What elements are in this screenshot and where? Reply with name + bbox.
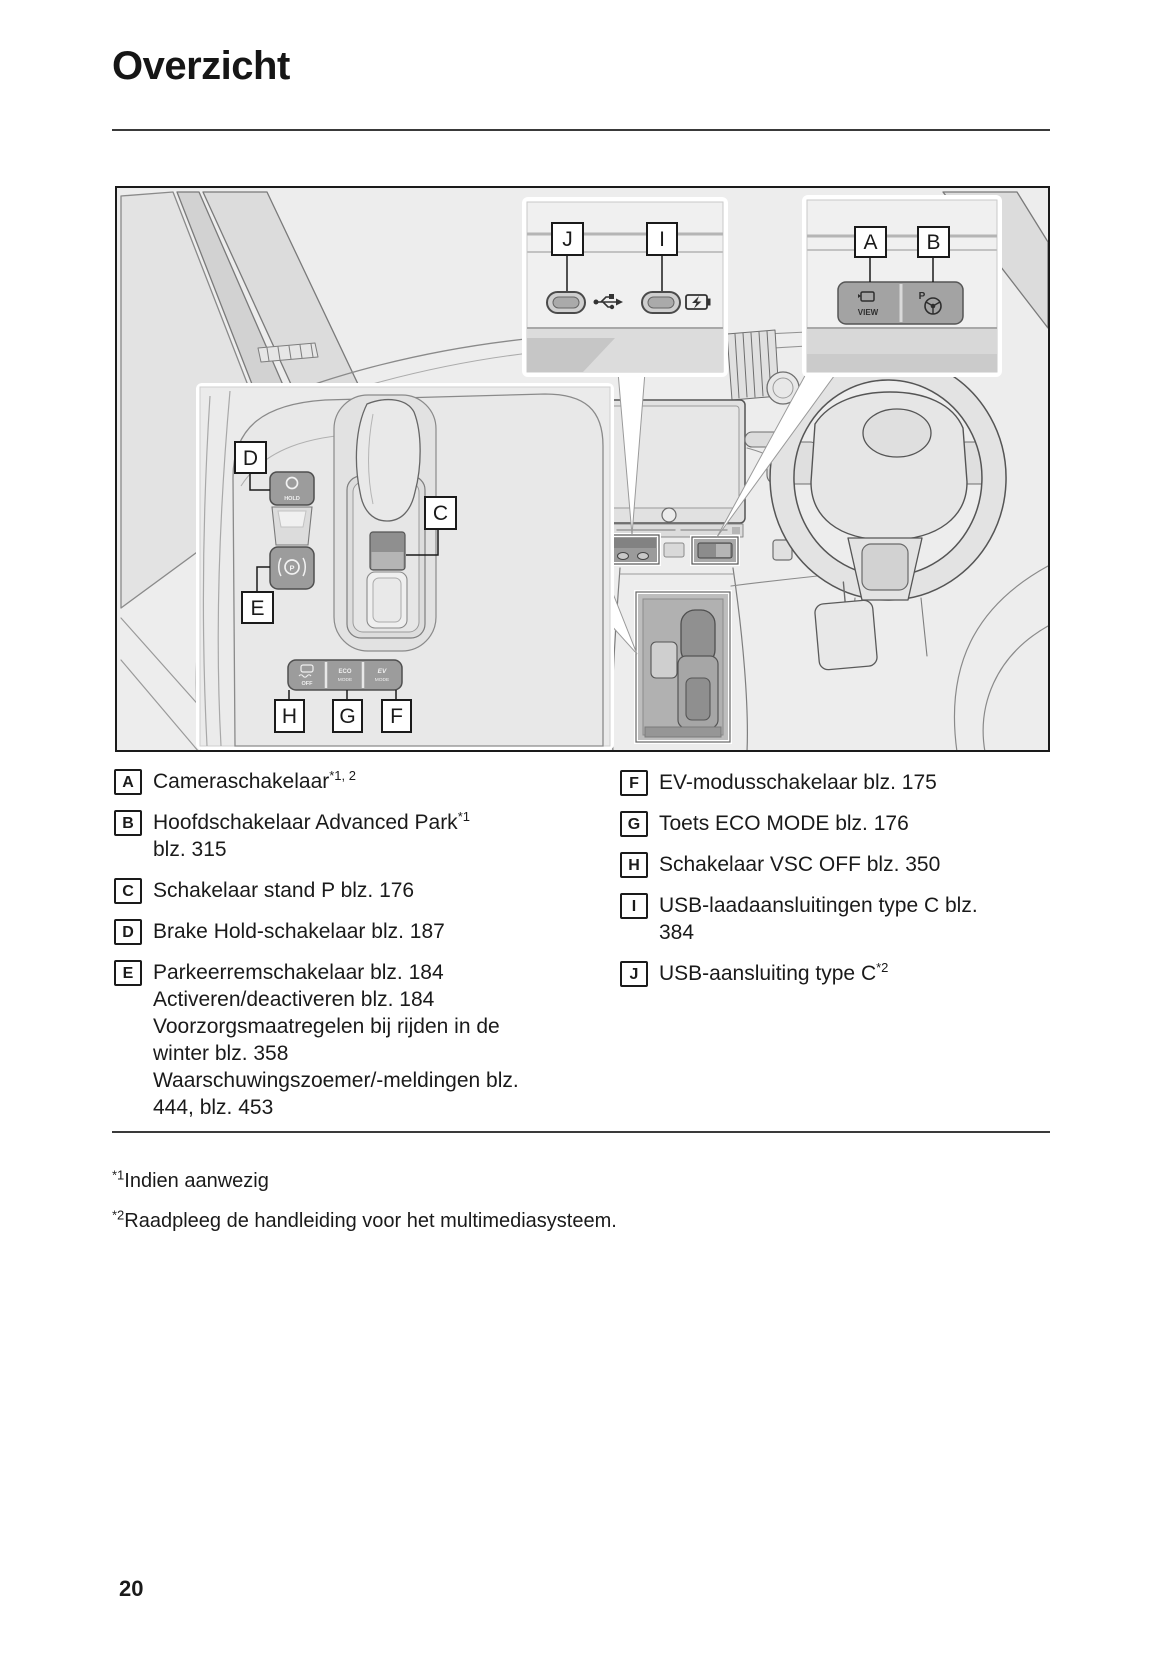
- ev-label-bottom: MODE: [374, 678, 390, 683]
- legend-text-B: Hoofdschakelaar Advanced Park$^{*1}$ blz. 315: [153, 809, 470, 861]
- legend-item-G: [620, 810, 1040, 837]
- legend-text-I: USB-laadaansluitingen type C blz. 384: [659, 894, 978, 944]
- legend-key-G: G: [620, 811, 648, 837]
- legend-key-D: D: [114, 919, 142, 945]
- legend-text-J: USB-aansluiting type $C^{*2}$: [659, 960, 889, 985]
- callout-A-letter: A: [863, 231, 878, 254]
- usb-c-port-charge: [642, 292, 680, 313]
- legend-item-E: [114, 959, 584, 1121]
- legend-item-I: [620, 892, 1040, 946]
- page-title: Overzicht: [112, 44, 290, 88]
- interior-line-drawing: [115, 186, 1050, 752]
- legend-item-H: [620, 851, 1040, 878]
- shift-lever-drawing: [347, 400, 425, 638]
- legend-text-C: Schakelaar stand P blz. 176: [153, 879, 415, 902]
- legend-text-F: EV-modusschakelaar blz. 175: [659, 771, 937, 794]
- footnote-2: $^{*2}$Raadpleeg de handleiding voor het multimediasysteem.: [112, 1207, 617, 1232]
- legend-key-F: F: [620, 770, 648, 796]
- legend-key-A: A: [114, 769, 142, 795]
- ev-label-top: EV: [377, 668, 387, 675]
- legend-text-A: Cameraschakelaar$^{*1, 2}$: [153, 768, 356, 793]
- interior-overview-figure: [115, 186, 1050, 752]
- brake-hold-button: [270, 472, 314, 505]
- legend-text-E: Parkeerremschakelaar blz. 184 Activeren/deactiveren blz. 184 Voorzorgsmaatregelen bij rijden in de winter blz. 358 Waarschuwingszoemer/-meldingen blz. 444, blz. 453: [153, 961, 519, 1119]
- touchscreen-drawing: [593, 400, 745, 523]
- legend-item-C: [114, 877, 584, 904]
- legend-text-H: Schakelaar VSC OFF blz. 350: [659, 853, 941, 876]
- usb-c-port-data: [547, 292, 585, 313]
- park-switch-letter: P: [918, 291, 926, 302]
- drive-button-cluster-highlight: [692, 537, 738, 564]
- usb-port-cluster-highlight: [609, 535, 659, 564]
- legend-item-B: [114, 809, 584, 863]
- footnote-1: $^{*1}$Indien aanwezig: [112, 1167, 269, 1192]
- view-switch-label: VIEW: [857, 308, 879, 317]
- legend-left-column: [114, 768, 584, 1135]
- callout-F-letter: F: [390, 705, 403, 728]
- callout-I-letter: I: [659, 228, 665, 251]
- console-inset: [196, 383, 614, 750]
- legend-item-A: [114, 768, 584, 795]
- legend-text-G: Toets ECO MODE blz. 176: [659, 812, 909, 835]
- legend-key-J: J: [620, 961, 648, 987]
- legend-key-I: I: [620, 893, 648, 919]
- page-number: 20: [119, 1576, 144, 1601]
- usb-ports-inset: [522, 197, 728, 377]
- legend-item-D: [114, 918, 584, 945]
- callout-G-letter: G: [339, 705, 356, 728]
- callout-H-letter: H: [281, 705, 298, 728]
- camera-park-inset: [802, 195, 1002, 377]
- legend-key-E: E: [114, 960, 142, 986]
- legend-text-D: Brake Hold-schakelaar blz. 187: [153, 920, 445, 943]
- legend-key-C: C: [114, 878, 142, 904]
- hold-button-label: HOLD: [284, 496, 300, 502]
- eco-label-bottom: MODE: [337, 678, 353, 683]
- callout-C-letter: C: [432, 502, 449, 525]
- eco-label-top: ECO: [338, 669, 352, 675]
- console-overview-highlight: [636, 592, 730, 742]
- callout-J-letter: J: [562, 228, 573, 251]
- callout-D-letter: D: [242, 447, 259, 470]
- legend-right-column: [620, 769, 1040, 1001]
- legend-divider: [112, 1131, 1050, 1133]
- legend-key-B: B: [114, 810, 142, 836]
- callout-B-letter: B: [926, 231, 941, 254]
- vsc-off-label: OFF: [301, 681, 313, 687]
- legend-key-H: H: [620, 852, 648, 878]
- legend-item-F: [620, 769, 1040, 796]
- parking-brake-switch: [270, 547, 314, 589]
- legend-item-J: [620, 960, 1040, 987]
- callout-E-letter: E: [250, 597, 265, 620]
- mode-button-row: [288, 660, 402, 690]
- title-divider: [112, 129, 1050, 131]
- park-brake-letter: P: [289, 563, 295, 573]
